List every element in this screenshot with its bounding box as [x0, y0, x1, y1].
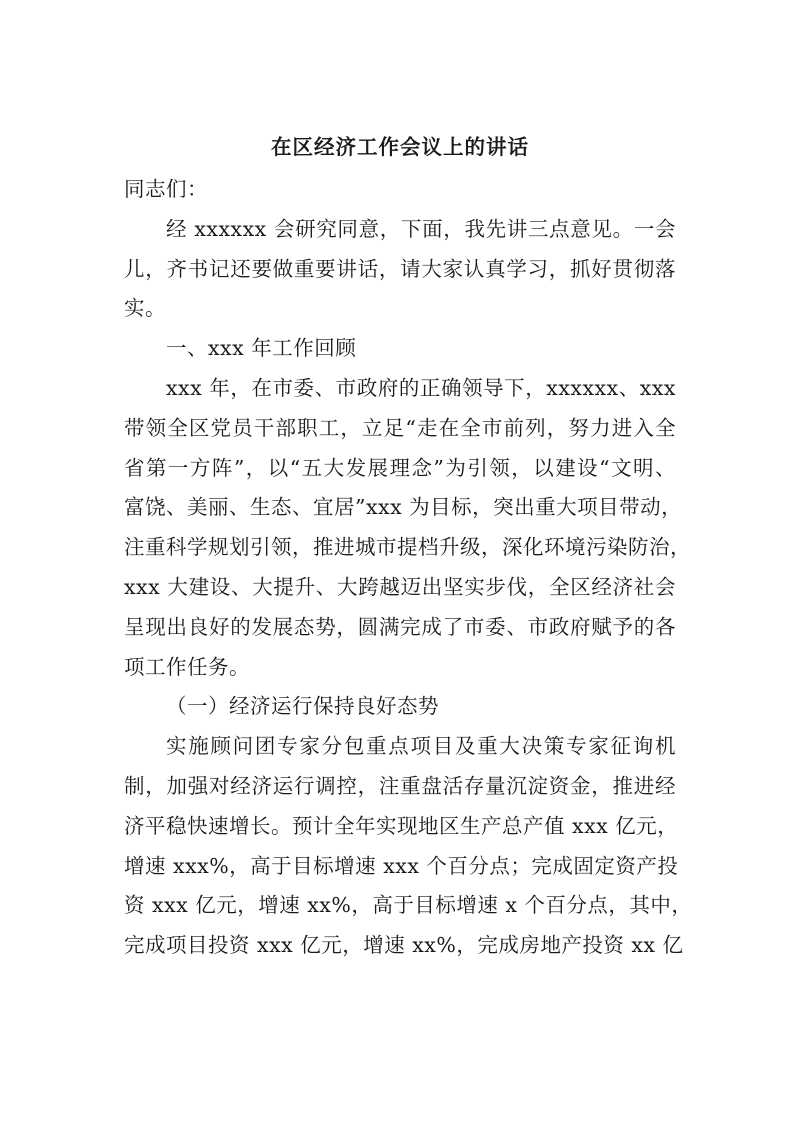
section-heading-1: 一、xxx 年工作回顾	[166, 336, 357, 361]
paragraph-3	[124, 727, 693, 966]
paragraph-line: 注重科学规划引领，推进城市提档升级，深化环境污染防治，	[124, 535, 691, 560]
paragraph-line: 项工作任务。	[124, 654, 250, 679]
paragraph-line: 呈现出良好的发展态势，圆满完成了市委、市政府赋予的各	[124, 614, 676, 639]
paragraph-line: xxx 年，在市委、市政府的正确领导下，xxxxxx、xxx	[166, 375, 676, 400]
paragraph-line: 儿，齐书记还要做重要讲话，请大家认真学习，抓好贯彻落	[124, 256, 676, 281]
paragraph-1	[124, 210, 676, 329]
paragraph-line: 带领全区党员干部职工，立足“走在全市前列，努力进入全	[124, 415, 676, 440]
document-title: 在区经济工作会议上的讲话	[271, 135, 529, 159]
paragraph-line: 经 xxxxxx 会研究同意，下面，我先讲三点意见。一会	[166, 216, 676, 241]
paragraph-line: 富饶、美丽、生态、宜居”xxx 为目标，突出重大项目带动，	[124, 495, 683, 520]
paragraph-line: 资 xxx 亿元，增速 xx%，高于目标增速 x 个百分点，其中，	[124, 893, 693, 918]
paragraph-line: 实施顾问团专家分包重点项目及重大决策专家征询机	[166, 734, 676, 759]
paragraph-line: 省第一方阵”，以“五大发展理念”为引领，以建设“文明、	[124, 455, 676, 480]
paragraph-2	[124, 369, 691, 687]
paragraph-line: 增速 xxx%，高于目标增速 xxx 个百分点；完成固定资产投	[124, 853, 679, 878]
paragraph-line: 完成项目投资 xxx 亿元，增速 xx%，完成房地产投资 xx 亿	[124, 933, 684, 958]
paragraph-line: 实。	[124, 296, 166, 321]
paragraph-line: 制，加强对经济运行调控，注重盘活存量沉淀资金，推进经	[124, 773, 676, 798]
paragraph-line: xxx 大建设、大提升、大跨越迈出坚实步伐，全区经济社会	[124, 574, 676, 599]
subsection-heading-1: （一）经济运行保持良好态势	[166, 694, 439, 719]
salutation: 同志们：	[124, 177, 208, 201]
paragraph-line: 济平稳快速增长。预计全年实现地区生产总产值 xxx 亿元，	[124, 813, 679, 838]
document-body	[124, 124, 693, 966]
